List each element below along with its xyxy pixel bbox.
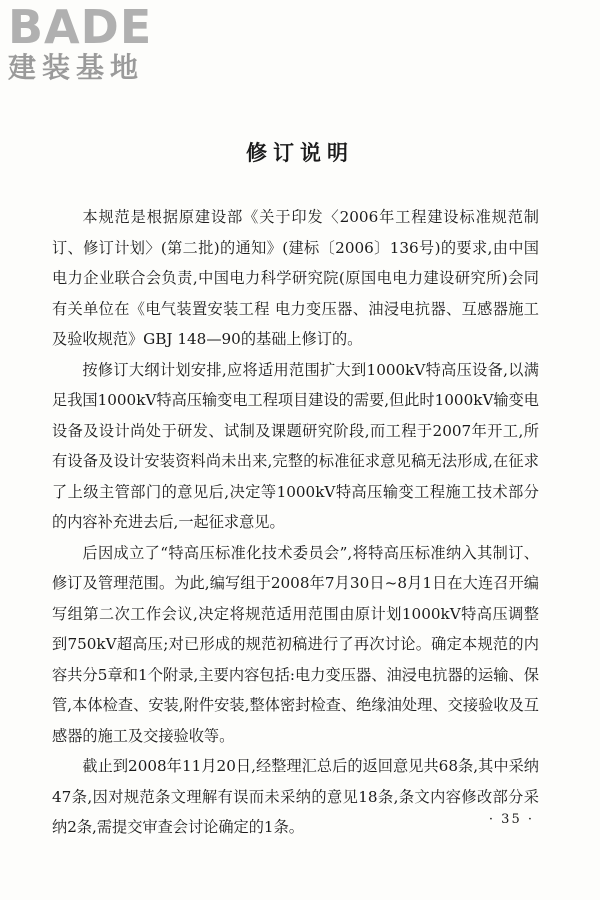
page-number: · 35 ·: [488, 812, 534, 827]
body-text: [52, 202, 539, 843]
paragraph-3: 后因成立了“特高压标准化技术委员会”,将特高压标准纳入其制订、修订及管理范围。为此,编写组于2008年7月30日~8月1日在大连召开编写组第二次工作会议,决定将规范适用范围由原计划1000kV特高压调整到750kV超高压;对已形成的规范初稿进行了再次讨论。确定本规范的内容共分5章和1个附录,主要内容包括:电力变压器、油浸电抗器的运输、保管,本体检查、安装,附件安装,整体密封检查、绝缘油处理、交接验收及互感器的施工及交接验收等。: [52, 543, 539, 745]
logo-subtitle: 建装基地: [8, 51, 145, 84]
paragraph-1: 本规范是根据原建设部《关于印发〈2006年工程建设标准规范制订、修订计划〉(第二批)的通知》(建标〔2006〕136号)的要求,由中国电力企业联合会负责,中国电力科学研究院(原国电电力建设研究所)会同有关单位在《电气装置安装工程 电力变压器、油浸电抗器、互感器施工及验收规范》GBJ 148—90的基础上修订的。: [52, 208, 539, 348]
logo-mark: BADE: [8, 0, 153, 54]
logo: [8, 0, 153, 84]
paragraph-2: 按修订大纲计划安排,应将适用范围扩大到1000kV特高压设备,以满足我国1000kV特高压输变电工程项目建设的需要,但此时1000kV输变电设备及设计尚处于研发、试制及课题研究阶段,而工程于2007年开工,所有设备及设计安装资料尚未出来,完整的标准征求意见稿无法形成,在征求了上级主管部门的意见后,决定等1000kV特高压输变工程施工技术部分的内容补充进去后,一起征求意见。: [52, 360, 539, 531]
page-title: 修订说明: [246, 141, 354, 165]
paragraph-4: 截止到2008年11月20日,经整理汇总后的返回意见共68条,其中采纳47条,因对规范条文理解有误而未采纳的意见18条,条文内容修改部分采纳2条,需提交审查会讨论确定的1条。: [52, 757, 539, 836]
